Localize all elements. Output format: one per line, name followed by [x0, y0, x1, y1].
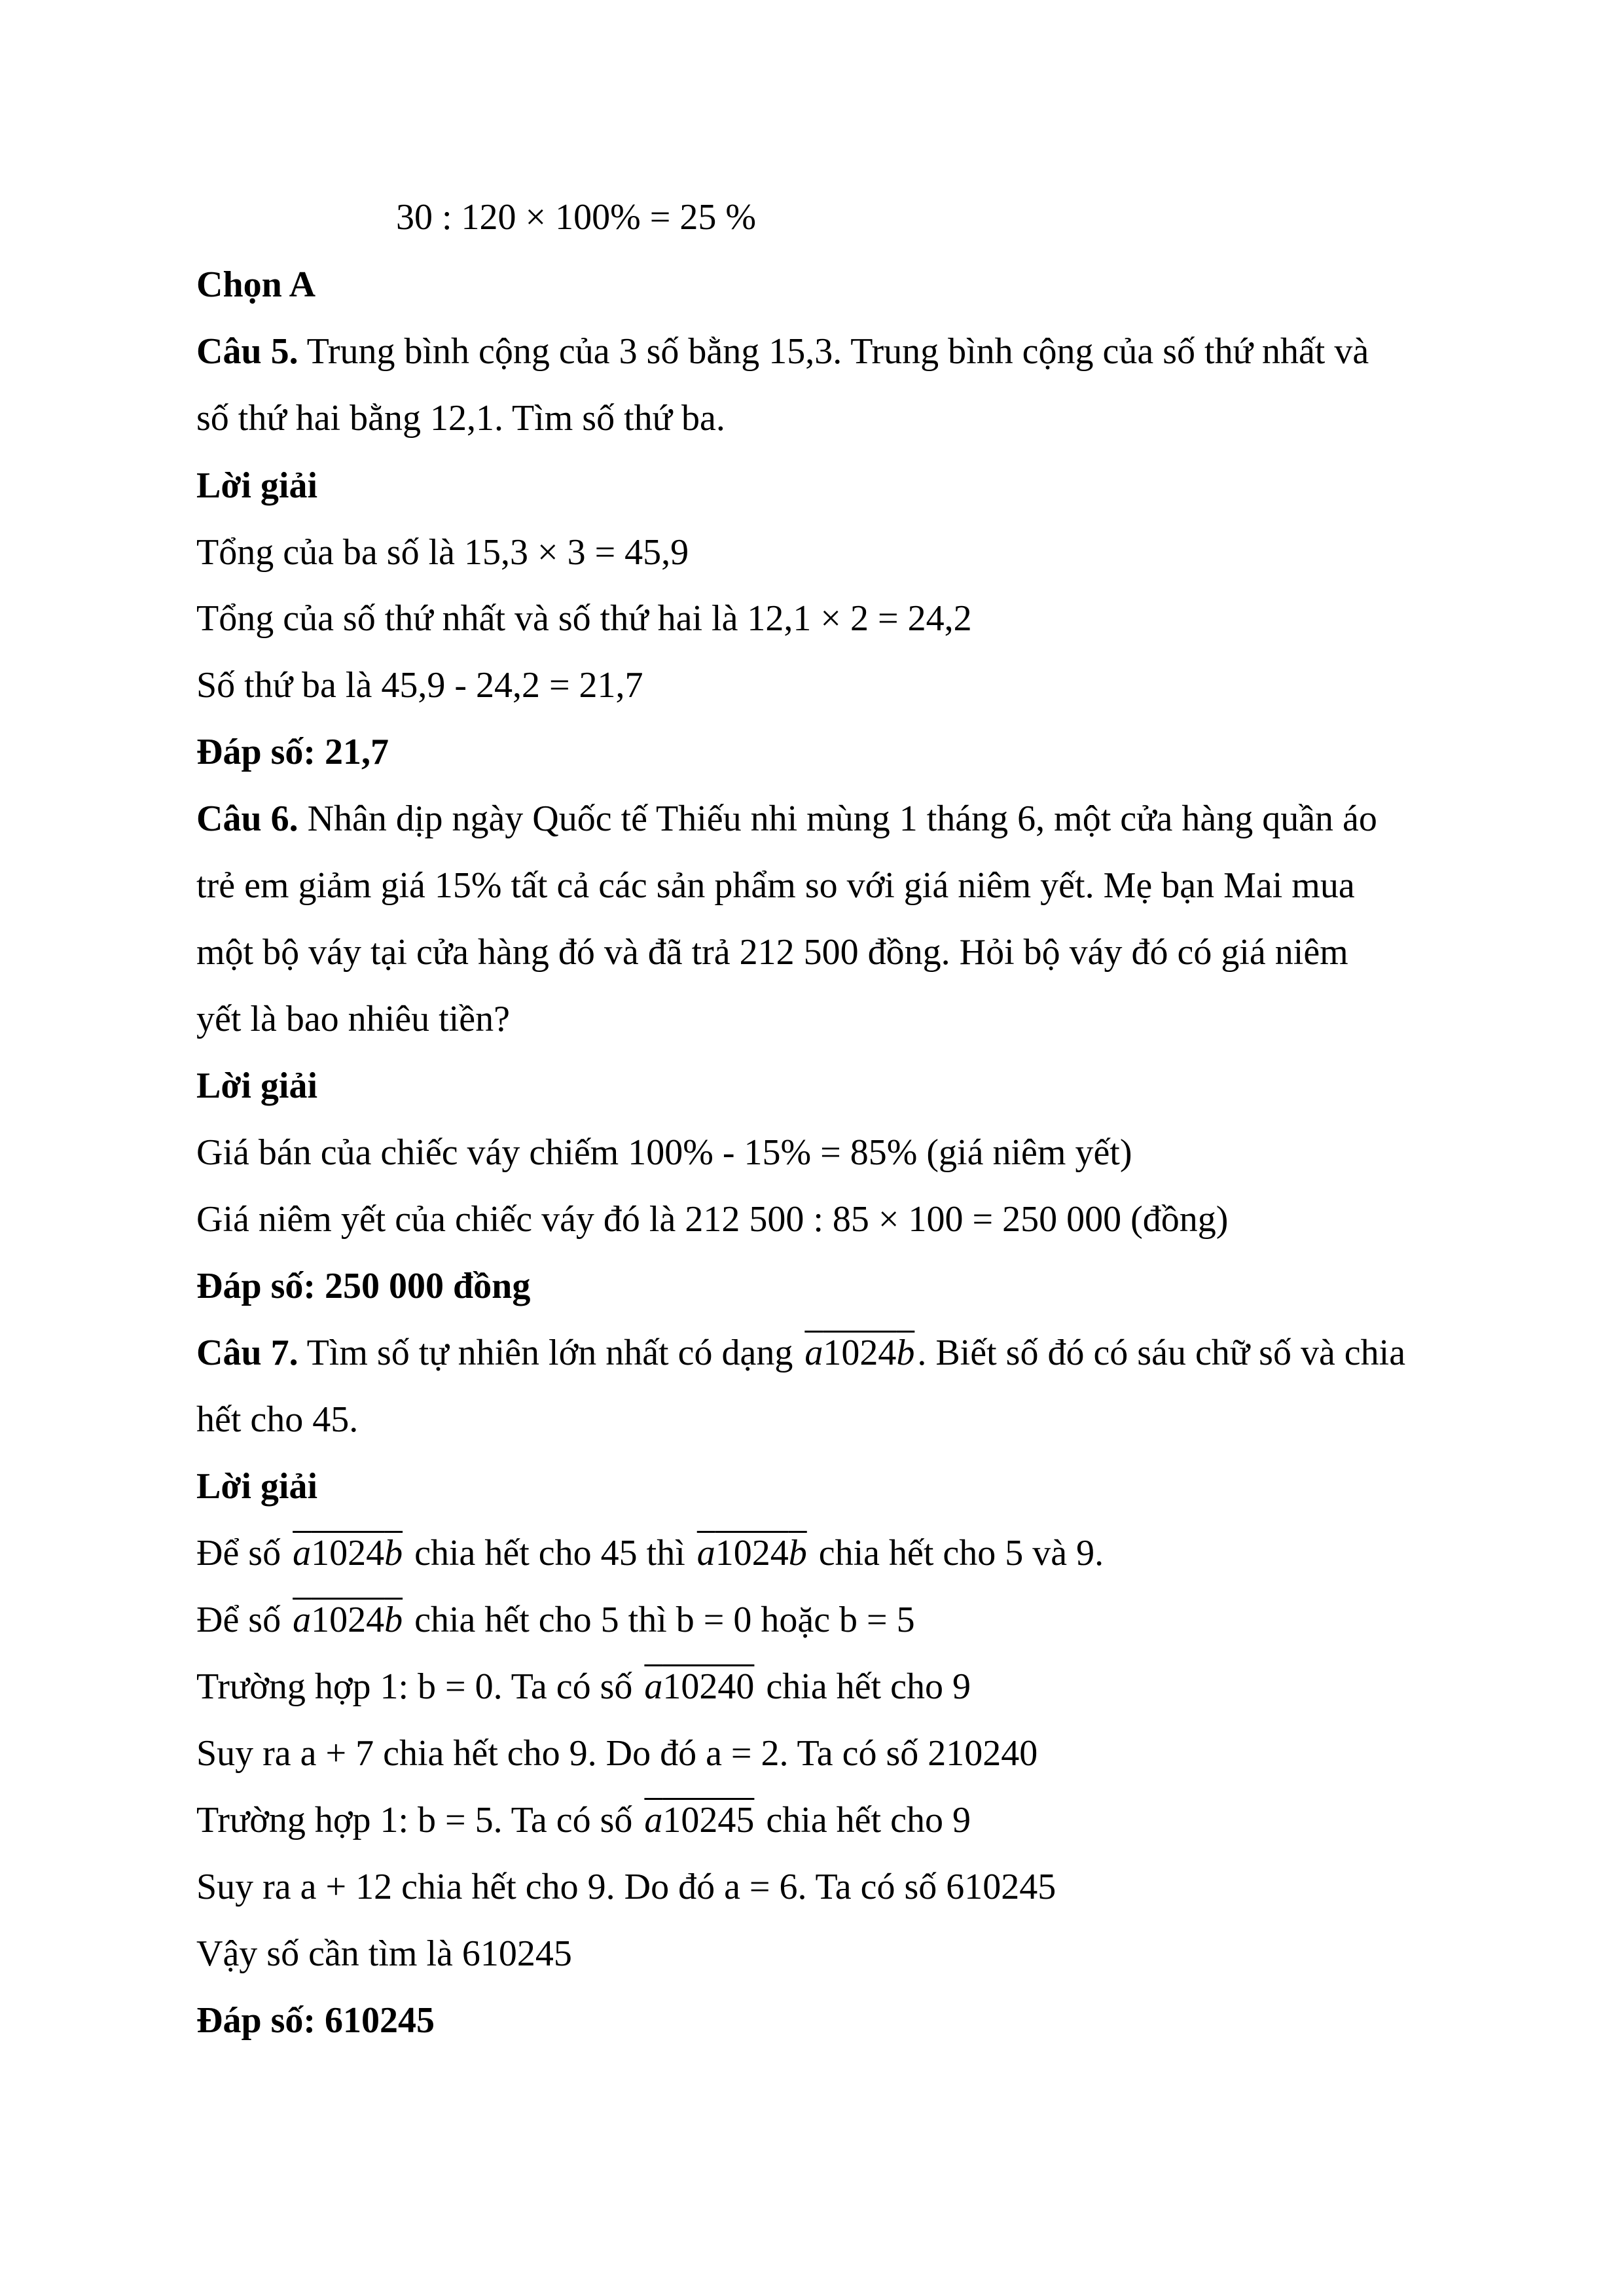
q7-number-form-b0 [641, 1666, 757, 1707]
calc-line: 30 : 120 × 100% = 25 % [396, 197, 757, 238]
q7-step-3 [196, 1666, 971, 1708]
q7-step-5-b: chia hết cho 9 [757, 1800, 971, 1840]
digit-a: a [644, 1800, 663, 1840]
q7-number-form [290, 1533, 405, 1573]
digits-rest: 10245 [662, 1800, 755, 1840]
digit-b: b [896, 1333, 915, 1373]
q7-step-1 [196, 1532, 1104, 1574]
q7-number-form-b5 [641, 1800, 757, 1840]
q7-step-1-b: chia hết cho 45 thì [405, 1533, 695, 1573]
q7-number-form [695, 1533, 810, 1573]
digit-b: b [788, 1533, 807, 1573]
q6-line-3: một bộ váy tại cửa hàng đó và đã trả 212 500 đồng. Hỏi bộ váy đó có giá niêm [196, 932, 1348, 973]
q7-step-3-a: Trường hợp 1: b = 0. Ta có số [196, 1666, 642, 1707]
q6-step-2: Giá niêm yết của chiếc váy đó là 212 500 : 85 × 100 = 250 000 (đồng) [196, 1199, 1229, 1240]
q7-step-6: Suy ra a + 12 chia hết cho 9. Do đó a = 6. Ta có số 610245 [196, 1867, 1056, 1907]
digit-a: a [293, 1533, 312, 1573]
q7-answer: Đáp số: 610245 [196, 2000, 435, 2041]
q7-solution-heading: Lời giải [196, 1466, 318, 1507]
q5-step-3: Số thứ ba là 45,9 - 24,2 = 21,7 [196, 665, 643, 706]
q7-step-7: Vậy số cần tìm là 610245 [196, 1933, 572, 1974]
q5-step-2: Tổng của số thứ nhất và số thứ hai là 12,1 × 2 = 24,2 [196, 598, 972, 639]
q6-text-1: Nhân dịp ngày Quốc tế Thiếu nhi mùng 1 tháng 6, một cửa hàng quần áo [298, 798, 1377, 839]
q7-line-1 [196, 1332, 1405, 1374]
q5-line-2: số thứ hai bằng 12,1. Tìm số thứ ba. [196, 398, 725, 439]
digits-rest: 10240 [662, 1666, 755, 1707]
q5-line-1 [196, 331, 1369, 372]
digit-a: a [293, 1600, 312, 1640]
q7-number-form [290, 1600, 405, 1640]
q6-line-1 [196, 798, 1377, 840]
q5-text-1: Trung bình cộng của 3 số bằng 15,3. Trung bình cộng của số thứ nhất và [298, 331, 1369, 372]
q7-label: Câu 7. [196, 1333, 298, 1373]
q7-step-4: Suy ra a + 7 chia hết cho 9. Do đó a = 2. Ta có số 210240 [196, 1733, 1038, 1774]
q6-line-4: yết là bao nhiêu tiền? [196, 999, 510, 1039]
q6-label: Câu 6. [196, 798, 298, 839]
q7-step-2-b: chia hết cho 5 thì b = 0 hoặc b = 5 [405, 1600, 915, 1640]
q7-line-2: hết cho 45. [196, 1399, 359, 1440]
q7-step-3-b: chia hết cho 9 [757, 1666, 971, 1707]
q5-answer: Đáp số: 21,7 [196, 732, 389, 772]
digits-mid: 1024 [311, 1533, 385, 1573]
q7-number-form [802, 1333, 917, 1373]
q7-step-1-c: chia hết cho 5 và 9. [809, 1533, 1104, 1573]
digit-b: b [384, 1600, 403, 1640]
q5-solution-heading: Lời giải [196, 465, 318, 506]
q7-step-5 [196, 1799, 971, 1841]
q6-solution-heading: Lời giải [196, 1066, 318, 1106]
digits-mid: 1024 [823, 1333, 897, 1373]
q5-step-1: Tổng của ba số là 15,3 × 3 = 45,9 [196, 532, 689, 573]
digit-a: a [644, 1666, 663, 1707]
choose-answer: Chọn A [196, 264, 316, 305]
q5-label: Câu 5. [196, 331, 298, 372]
q7-step-2 [196, 1599, 915, 1641]
q7-step-1-a: Để số [196, 1533, 291, 1573]
q6-line-2: trẻ em giảm giá 15% tất cả các sản phẩm so với giá niêm yết. Mẹ bạn Mai mua [196, 865, 1355, 906]
digit-a: a [804, 1333, 823, 1373]
digits-mid: 1024 [715, 1533, 789, 1573]
digit-b: b [384, 1533, 403, 1573]
q7-step-2-a: Để số [196, 1600, 291, 1640]
q7-text-1b: . Biết số đó có sáu chữ số và chia [917, 1333, 1406, 1373]
q6-answer: Đáp số: 250 000 đồng [196, 1266, 531, 1306]
q7-step-5-a: Trường hợp 1: b = 5. Ta có số [196, 1800, 642, 1840]
q6-step-1: Giá bán của chiếc váy chiếm 100% - 15% = 85% (giá niêm yết) [196, 1132, 1132, 1173]
q7-text-1a: Tìm số tự nhiên lớn nhất có dạng [298, 1333, 803, 1373]
digits-mid: 1024 [311, 1600, 385, 1640]
digit-a: a [696, 1533, 715, 1573]
